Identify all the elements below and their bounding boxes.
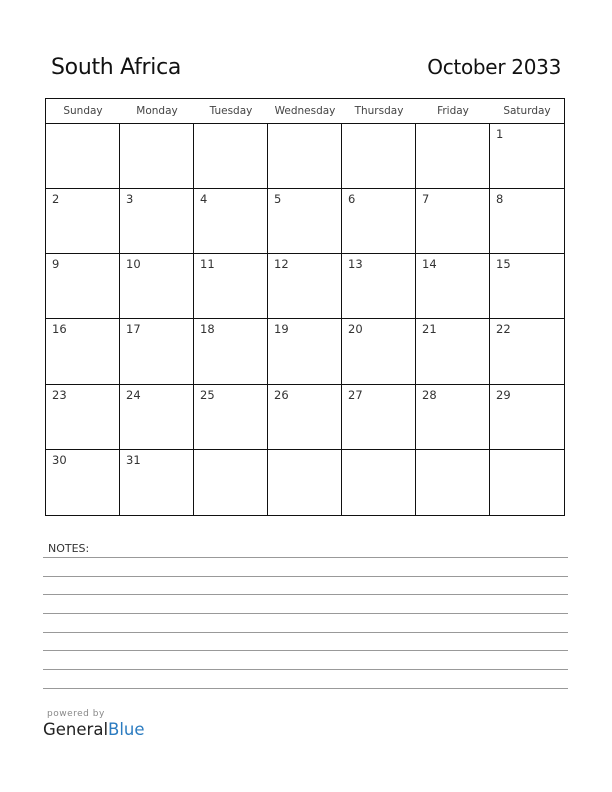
weekday-monday: Monday bbox=[136, 105, 178, 117]
day-number: 11 bbox=[200, 257, 215, 272]
day-cell bbox=[194, 385, 268, 450]
day-number: 27 bbox=[348, 387, 363, 402]
day-cell bbox=[194, 450, 268, 515]
notes-line bbox=[43, 613, 568, 614]
day-cell bbox=[268, 450, 342, 515]
day-number: 7 bbox=[422, 192, 430, 207]
day-number: 17 bbox=[126, 322, 141, 337]
day-number: 20 bbox=[348, 322, 363, 337]
day-number: 30 bbox=[52, 452, 67, 467]
day-number: 28 bbox=[422, 387, 437, 402]
brand-general: General bbox=[43, 720, 109, 739]
day-number: 16 bbox=[52, 322, 67, 337]
day-cell bbox=[120, 124, 194, 189]
country-title: South Africa bbox=[51, 55, 182, 80]
day-number: 19 bbox=[274, 322, 289, 337]
day-cell bbox=[342, 124, 416, 189]
day-number: 8 bbox=[496, 192, 504, 207]
notes-line bbox=[43, 632, 568, 633]
day-number: 26 bbox=[274, 387, 289, 402]
day-cell bbox=[490, 385, 564, 450]
day-number: 31 bbox=[126, 452, 141, 467]
weekday-header-row bbox=[46, 99, 564, 124]
day-cell bbox=[268, 254, 342, 319]
day-number: 22 bbox=[496, 322, 511, 337]
day-cell bbox=[120, 385, 194, 450]
day-number: 21 bbox=[422, 322, 437, 337]
day-cell bbox=[342, 319, 416, 384]
day-cell bbox=[46, 450, 120, 515]
notes-line bbox=[43, 557, 568, 558]
day-cell bbox=[194, 124, 268, 189]
day-cell bbox=[416, 124, 490, 189]
weekday-tuesday: Tuesday bbox=[209, 105, 253, 117]
day-cell bbox=[194, 319, 268, 384]
powered-by-text: powered by bbox=[47, 709, 105, 719]
day-number: 3 bbox=[126, 192, 134, 207]
day-cell bbox=[416, 254, 490, 319]
day-cell bbox=[416, 385, 490, 450]
day-cell bbox=[194, 189, 268, 254]
day-number: 23 bbox=[52, 387, 67, 402]
day-cell bbox=[342, 385, 416, 450]
day-cell bbox=[416, 450, 490, 515]
day-number: 2 bbox=[52, 192, 60, 207]
notes-line bbox=[43, 669, 568, 670]
calendar-grid bbox=[45, 98, 565, 516]
weekday-wednesday: Wednesday bbox=[274, 105, 336, 117]
day-number: 25 bbox=[200, 387, 215, 402]
day-cell bbox=[120, 254, 194, 319]
day-cell bbox=[342, 254, 416, 319]
day-cell bbox=[490, 124, 564, 189]
day-number: 29 bbox=[496, 387, 511, 402]
day-number: 5 bbox=[274, 192, 282, 207]
generalblue-logo bbox=[43, 720, 145, 739]
day-cell bbox=[268, 124, 342, 189]
day-number: 10 bbox=[126, 257, 141, 272]
day-number: 12 bbox=[274, 257, 289, 272]
day-cell bbox=[120, 450, 194, 515]
day-cell bbox=[46, 124, 120, 189]
day-cell bbox=[490, 450, 564, 515]
notes-line bbox=[43, 594, 568, 595]
day-number: 9 bbox=[52, 257, 60, 272]
day-cell bbox=[120, 189, 194, 254]
weekday-friday: Friday bbox=[437, 105, 469, 117]
weekday-sunday: Sunday bbox=[63, 105, 103, 117]
weekday-thursday: Thursday bbox=[354, 105, 404, 117]
day-cell bbox=[46, 319, 120, 384]
notes-line bbox=[43, 650, 568, 651]
day-cell bbox=[490, 254, 564, 319]
day-cell bbox=[416, 189, 490, 254]
month-year-title: October 2033 bbox=[427, 55, 561, 79]
day-cell bbox=[46, 254, 120, 319]
day-cells bbox=[46, 124, 564, 515]
day-number: 4 bbox=[200, 192, 208, 207]
day-number: 24 bbox=[126, 387, 141, 402]
notes-label: NOTES: bbox=[48, 542, 90, 555]
notes-line bbox=[43, 688, 568, 689]
day-cell bbox=[416, 319, 490, 384]
weekday-saturday: Saturday bbox=[503, 105, 551, 117]
day-cell bbox=[120, 319, 194, 384]
day-number: 18 bbox=[200, 322, 215, 337]
day-number: 15 bbox=[496, 257, 511, 272]
day-number: 1 bbox=[496, 127, 504, 141]
day-cell bbox=[46, 189, 120, 254]
day-number: 14 bbox=[422, 257, 437, 272]
day-cell bbox=[490, 319, 564, 384]
day-cell bbox=[46, 385, 120, 450]
day-cell bbox=[490, 189, 564, 254]
day-cell bbox=[268, 385, 342, 450]
day-cell bbox=[194, 254, 268, 319]
day-number: 13 bbox=[348, 257, 363, 272]
day-cell bbox=[342, 189, 416, 254]
day-cell bbox=[268, 319, 342, 384]
day-number: 6 bbox=[348, 192, 356, 207]
day-cell bbox=[342, 450, 416, 515]
brand-blue: Blue bbox=[108, 720, 145, 739]
day-cell bbox=[268, 189, 342, 254]
notes-line bbox=[43, 576, 568, 577]
